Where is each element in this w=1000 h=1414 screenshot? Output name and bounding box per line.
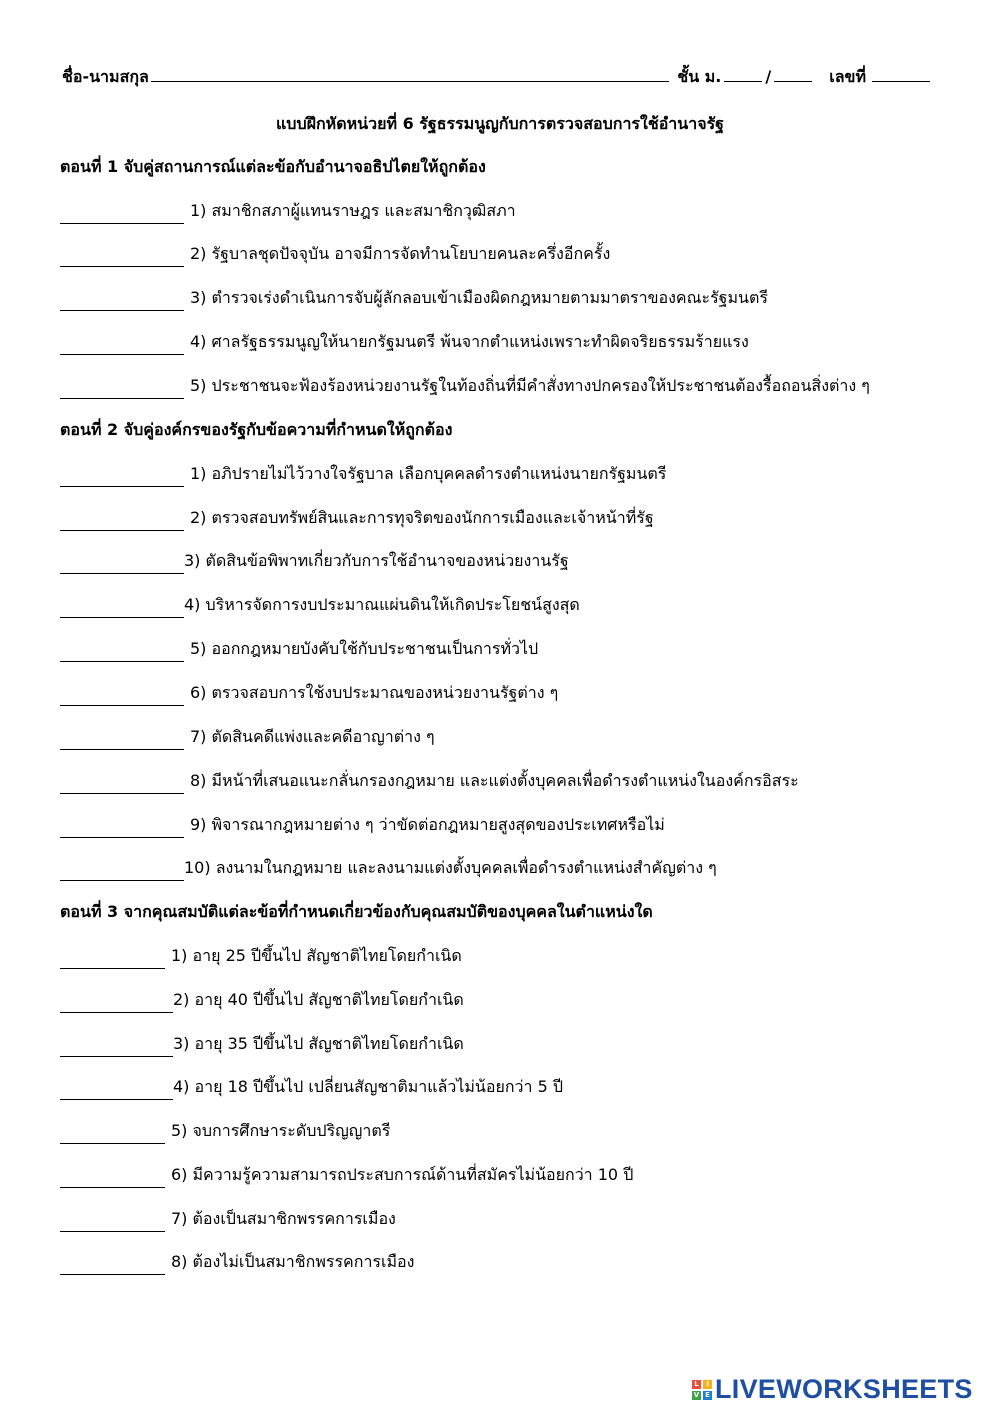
answer-blank[interactable]	[60, 380, 184, 399]
answer-blank[interactable]	[60, 512, 184, 531]
question-text: 4) อายุ 18 ปีขึ้นไป เปลี่ยนสัญชาติมาแล้วไม่น้อยกว่า 5 ปี	[173, 1077, 564, 1096]
part2-title: ตอนที่ 2 จับคู่องค์กรของรัฐกับข้อความที่กำหนดให้ถูกต้อง	[60, 420, 453, 439]
question-text: 7) ตัดสินคดีแพ่งและคดีอาญาต่าง ๆ	[190, 727, 435, 746]
part2-question	[60, 813, 665, 838]
part3-question	[60, 1207, 396, 1232]
part2-question	[60, 725, 435, 750]
question-text: 6) มีความรู้ความสามารถประสบการณ์ด้านที่สมัครไม่น้อยกว่า 10 ปี	[171, 1165, 634, 1184]
answer-blank[interactable]	[60, 687, 184, 706]
question-text: 4) ศาลรัฐธรรมนูญให้นายกรัฐมนตรี พ้นจากตำแหน่งเพราะทำผิดจริยธรรมร้ายแรง	[190, 332, 749, 351]
part3-question	[60, 1032, 464, 1057]
answer-blank[interactable]	[60, 1256, 165, 1275]
part2-question	[60, 681, 558, 706]
answer-blank[interactable]	[60, 1213, 165, 1232]
answer-blank[interactable]	[60, 248, 184, 267]
answer-blank[interactable]	[60, 643, 184, 662]
answer-blank[interactable]	[60, 292, 184, 311]
answer-blank[interactable]	[60, 1038, 173, 1057]
part1-question	[60, 330, 749, 355]
logo-letter: E	[703, 1391, 712, 1400]
question-text: 2) รัฐบาลชุดปัจจุบัน อาจมีการจัดทำนโยบายคนละครึ่งอีกครั้ง	[190, 244, 611, 263]
answer-blank[interactable]	[60, 1169, 165, 1188]
question-text: 7) ต้องเป็นสมาชิกพรรคการเมือง	[171, 1209, 396, 1228]
part3-question	[60, 944, 462, 969]
part1-title: ตอนที่ 1 จับคู่สถานการณ์แต่ละข้อกับอำนาจอธิปไตยให้ถูกต้อง	[60, 157, 486, 176]
question-text: 2) ตรวจสอบทรัพย์สินและการทุจริตของนักการเมืองและเจ้าหน้าที่รัฐ	[190, 508, 654, 527]
part1-question	[60, 374, 870, 399]
part3-question	[60, 1250, 414, 1275]
answer-blank[interactable]	[60, 599, 184, 618]
answer-blank[interactable]	[60, 1081, 173, 1100]
part1-question	[60, 242, 610, 267]
part2-question	[60, 462, 666, 487]
answer-blank[interactable]	[60, 862, 184, 881]
question-text: 5) ออกกฎหมายบังคับใช้กับประชาชนเป็นการทั่วไป	[190, 639, 539, 658]
part2-question	[60, 549, 569, 574]
question-text: 1) อายุ 25 ปีขึ้นไป สัญชาติไทยโดยกำเนิด	[171, 946, 462, 965]
part3-question	[60, 988, 464, 1013]
logo-letter: L	[692, 1380, 701, 1389]
question-text: 3) อายุ 35 ปีขึ้นไป สัญชาติไทยโดยกำเนิด	[173, 1034, 464, 1053]
answer-blank[interactable]	[60, 819, 184, 838]
part2-question	[60, 637, 538, 662]
page-title: แบบฝึกหัดหน่วยที่ 6 รัฐธรรมนูญกับการตรวจสอบการใช้อำนาจรัฐ	[275, 114, 724, 133]
number-label: เลขที่	[829, 67, 866, 86]
answer-blank[interactable]	[60, 775, 184, 794]
question-text: 2) อายุ 40 ปีขึ้นไป สัญชาติไทยโดยกำเนิด	[173, 990, 464, 1009]
part3-question	[60, 1119, 390, 1144]
answer-blank[interactable]	[60, 994, 173, 1013]
class-room-field[interactable]	[774, 65, 812, 82]
liveworksheets-logo[interactable]	[692, 1374, 973, 1405]
part3-title: ตอนที่ 3 จากคุณสมบัติแต่ละข้อที่กำหนดเกี่ยวข้องกับคุณสมบัติของบุคคลในตำแหน่งใด	[60, 902, 653, 921]
question-text: 5) จบการศึกษาระดับปริญญาตรี	[171, 1121, 391, 1140]
part1-question	[60, 199, 516, 224]
part2-question	[60, 769, 799, 794]
question-text: 3) ตำรวจเร่งดำเนินการจับผู้ลักลอบเข้าเมืองผิดกฎหมายตามมาตราของคณะรัฐมนตรี	[190, 288, 768, 307]
logo-letter: V	[693, 1390, 700, 1399]
question-text: 6) ตรวจสอบการใช้งบประมาณของหน่วยงานรัฐต่าง ๆ	[190, 683, 559, 702]
name-label: ชื่อ-นามสกุล	[62, 67, 149, 86]
answer-blank[interactable]	[60, 555, 184, 574]
class-label: ชั้น ม.	[677, 67, 722, 86]
part3-question	[60, 1075, 563, 1100]
part3-question	[60, 1163, 633, 1188]
number-field[interactable]	[872, 65, 930, 82]
answer-blank[interactable]	[60, 1125, 165, 1144]
part2-question	[60, 506, 654, 531]
question-text: 10) ลงนามในกฎหมาย และลงนามแต่งตั้งบุคคลเพื่อดำรงตำแหน่งสำคัญต่าง ๆ	[184, 858, 717, 877]
question-text: 4) บริหารจัดการงบประมาณแผ่นดินให้เกิดประโยชน์สูงสุด	[184, 595, 580, 614]
answer-blank[interactable]	[60, 950, 165, 969]
answer-blank[interactable]	[60, 468, 184, 487]
part2-question	[60, 593, 580, 618]
logo-text: LIVEWORKSHEETS	[715, 1374, 973, 1404]
question-text: 8) มีหน้าที่เสนอแนะกลั่นกรองกฎหมาย และแต่งตั้งบุคคลเพื่อดำรงตำแหน่งในองค์กรอิสระ	[190, 771, 799, 790]
class-level-field[interactable]	[724, 65, 762, 82]
logo-letter: I	[703, 1380, 712, 1389]
answer-blank[interactable]	[60, 336, 184, 355]
question-text: 8) ต้องไม่เป็นสมาชิกพรรคการเมือง	[171, 1252, 415, 1271]
question-text: 9) พิจารณากฎหมายต่าง ๆ ว่าขัดต่อกฎหมายสูงสุดของประเทศหรือไม่	[190, 815, 665, 834]
question-text: 5) ประชาชนจะฟ้องร้องหน่วยงานรัฐในท้องถิ่นที่มีคำสั่งทางปกครองให้ประชาชนต้องรื้อถอนสิ่งต่าง ๆ	[190, 376, 870, 395]
class-separator: /	[765, 67, 772, 86]
answer-blank[interactable]	[60, 731, 184, 750]
part2-question	[60, 856, 717, 881]
student-info-header	[62, 65, 932, 90]
answer-blank[interactable]	[60, 205, 184, 224]
logo-mark-icon	[692, 1380, 712, 1400]
question-text: 1) สมาชิกสภาผู้แทนราษฎร และสมาชิกวุฒิสภา	[190, 201, 516, 220]
question-text: 3) ตัดสินข้อพิพาทเกี่ยวกับการใช้อำนาจของหน่วยงานรัฐ	[184, 551, 569, 570]
name-field[interactable]	[151, 65, 670, 82]
part1-question	[60, 286, 768, 311]
question-text: 1) อภิปรายไม่ไว้วางใจรัฐบาล เลือกบุคคลดำรงตำแหน่งนายกรัฐมนตรี	[190, 464, 667, 483]
